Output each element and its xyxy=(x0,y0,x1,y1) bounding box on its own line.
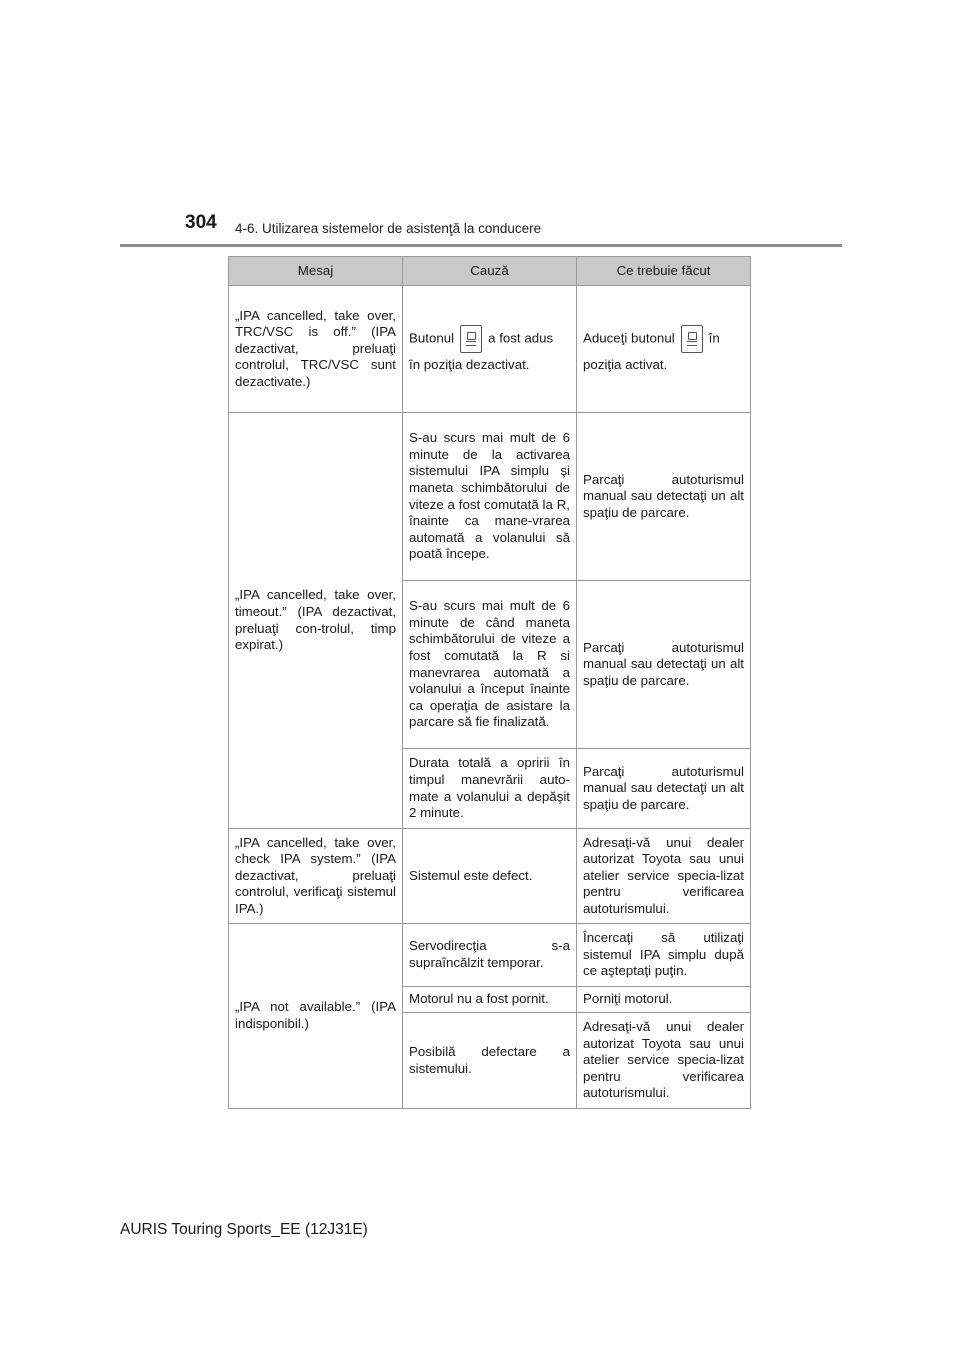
table-row xyxy=(229,829,751,924)
table-row xyxy=(229,924,751,987)
cause-cell: S-au scurs mai mult de 6 minute de când maneta schimbătorului de viteze a fost comutată la R si manevrarea automată a volanului a început înainte ca operaţia de asistare la parcare să fie finalizată. xyxy=(403,581,577,749)
cause-cell: Durata totală a opririi în timpul manevrării auto-mate a volanului a depăşit 2 minute. xyxy=(403,749,577,829)
table-row xyxy=(229,286,751,413)
action-cell: Adresaţi-vă unui dealer autorizat Toyota sau unui atelier service specia-lizat pentru verificarea autoturismului. xyxy=(577,1013,751,1109)
cause-cell xyxy=(403,286,577,413)
ipa-off-switch-icon xyxy=(460,325,482,353)
message-cell: „IPA cancelled, take over, TRC/VSC is off.” (IPA dezactivat, preluaţi controlul, TRC/VSC sunt dezactivate.) xyxy=(229,286,403,413)
column-header-message: Mesaj xyxy=(229,257,403,286)
cause-cell: Motorul nu a fost pornit. xyxy=(403,987,577,1013)
action-cell: Adresaţi-vă unui dealer autorizat Toyota sau unui atelier service specia-lizat pentru verificarea autoturismului. xyxy=(577,829,751,924)
cause-line-2: în poziţia dezactivat. xyxy=(409,356,530,372)
cause-cell: S-au scurs mai mult de 6 minute de la activarea sistemului IPA simplu şi maneta schimbătorului de viteze a fost comutată la R, înainte ca mane-vrarea automată a volanului să poată începe. xyxy=(403,413,577,581)
action-text: Aduceţi butonul xyxy=(583,330,675,346)
action-text: în xyxy=(708,330,720,346)
column-header-action: Ce trebuie făcut xyxy=(577,257,751,286)
table-header-row xyxy=(229,257,751,286)
message-cell: „IPA not available.” (IPA indisponibil.) xyxy=(229,924,403,1109)
footer-model-code: AURIS Touring Sports_EE (12J31E) xyxy=(120,1221,368,1238)
message-cell: „IPA cancelled, take over, check IPA system.” (IPA dezactivat, preluaţi controlul, verificaţi sistemul IPA.) xyxy=(229,829,403,924)
action-cell xyxy=(577,286,751,413)
section-title: 4-6. Utilizarea sistemelor de asistenţă la conducere xyxy=(235,221,542,236)
cause-cell: Servodirecţia s-a supraîncălzit temporar. xyxy=(403,924,577,987)
cause-text: a fost adus xyxy=(488,330,554,346)
action-line-2: poziţia activat. xyxy=(583,356,668,372)
message-cell: „IPA cancelled, take over, timeout.” (IPA dezactivat, preluaţi con-trolul, timp expirat.) xyxy=(229,413,403,829)
action-cell: Încercaţi să utilizaţi sistemul IPA simplu după ce aşteptaţi puţin. xyxy=(577,924,751,987)
cause-text: Butonul xyxy=(409,330,455,346)
cause-line xyxy=(409,325,570,353)
action-cell: Porniţi motorul. xyxy=(577,987,751,1013)
table-row xyxy=(229,413,751,581)
page-number: 304 xyxy=(185,212,217,233)
ipa-off-switch-icon xyxy=(681,325,703,353)
action-cell: Parcaţi autoturismul manual sau detectaţi un alt spaţiu de parcare. xyxy=(577,581,751,749)
cause-cell: Posibilă defectare a sistemului. xyxy=(403,1013,577,1109)
column-header-cause: Cauză xyxy=(403,257,577,286)
action-line xyxy=(583,325,744,353)
header-divider xyxy=(120,244,842,247)
cause-cell: Sistemul este defect. xyxy=(403,829,577,924)
action-cell: Parcaţi autoturismul manual sau detectaţi un alt spaţiu de parcare. xyxy=(577,413,751,581)
page-header xyxy=(120,212,842,246)
action-cell: Parcaţi autoturismul manual sau detectaţi un alt spaţiu de parcare. xyxy=(577,749,751,829)
message-table xyxy=(228,256,751,1109)
